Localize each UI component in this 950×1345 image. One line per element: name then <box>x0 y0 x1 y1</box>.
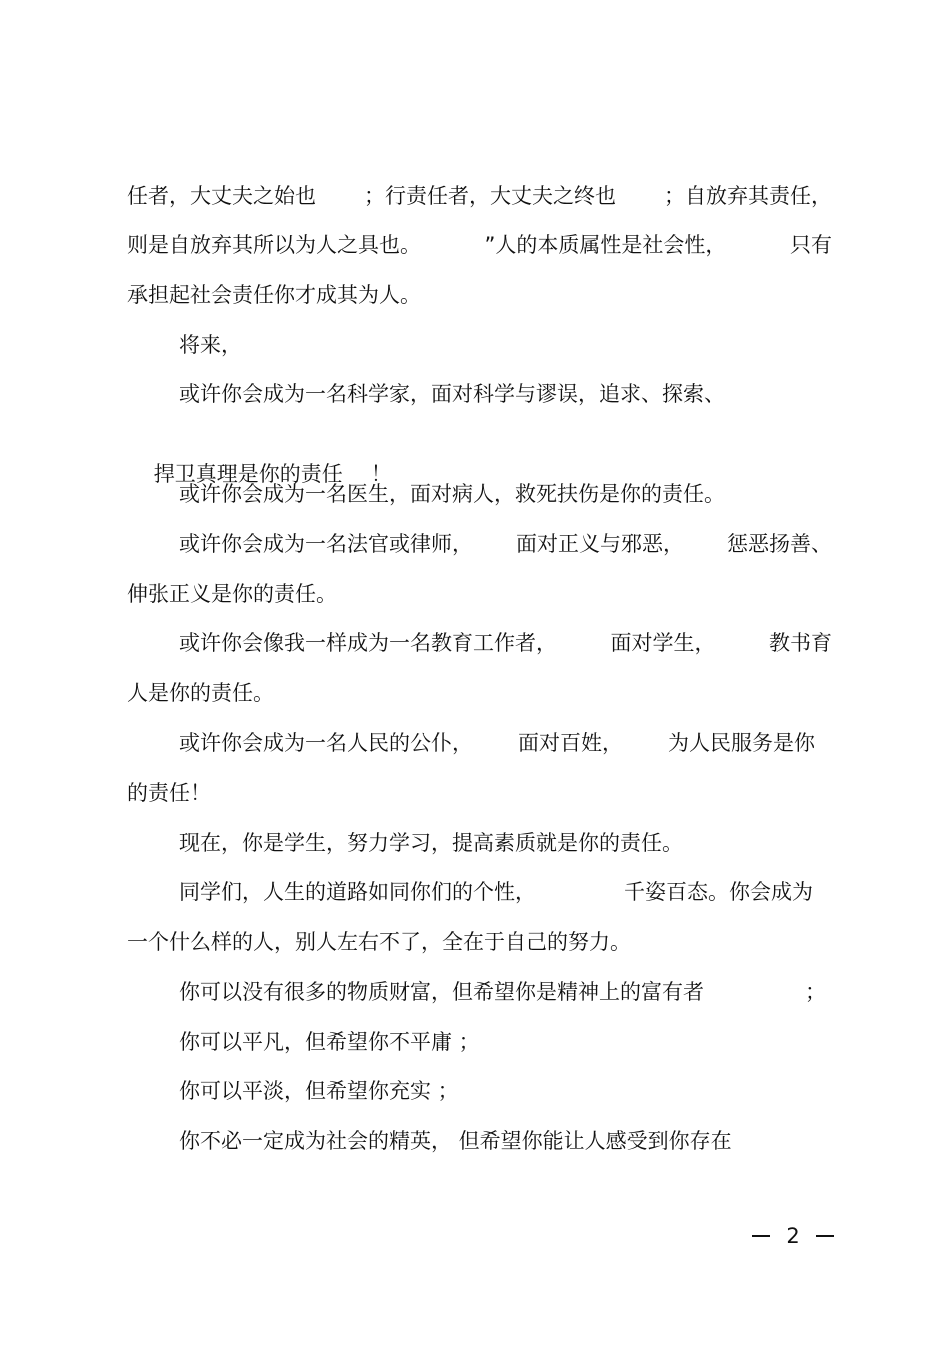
line-segment: 或许你会像我一样成为一名教育工作者， <box>179 631 557 655</box>
text-line <box>127 181 832 211</box>
text-line <box>179 728 815 758</box>
line-segment: 面对百姓， <box>518 731 623 755</box>
line-segment: 只有 <box>789 233 832 257</box>
dash-left <box>752 1235 770 1237</box>
text-line: 承担起社会责任你才成其为人。 <box>127 283 421 307</box>
line-segment: 惩恶扬善、 <box>727 532 832 556</box>
page-number-value: 2 <box>786 1224 800 1248</box>
line-segment: ；行责任者，大丈夫之终也 <box>364 184 616 208</box>
text-line <box>179 877 813 907</box>
text-line: 一个什么样的人，别人左右不了，全在于自己的努力。 <box>127 930 631 954</box>
line-segment: 或许你会成为一名法官或律师， <box>179 532 473 556</box>
line-segment: 面对学生， <box>610 631 716 655</box>
text-line: 或许你会成为一名科学家，面对科学与谬误，追求、探索、 <box>179 382 725 406</box>
line-segment: ；自放弃其责任， <box>664 184 832 208</box>
line-segment: ”人的本质属性是社会性， <box>484 233 727 257</box>
line-segment: 为人民服务是你 <box>668 731 815 755</box>
line-segment: 你可以没有很多的物质财富，但希望你是精神上的富有者 <box>179 980 704 1004</box>
line-segment: 面对正义与邪恶， <box>516 532 684 556</box>
text-line: 人是你的责任。 <box>127 681 274 705</box>
line-segment: ！ <box>370 462 392 486</box>
text-line: 你可以平淡，但希望你充实 ； <box>179 1079 459 1103</box>
text-line <box>179 529 832 559</box>
text-line: 的责任！ <box>127 781 211 805</box>
line-segment: ； <box>805 980 826 1004</box>
text-line: 将来， <box>179 333 242 357</box>
text-line <box>127 230 832 260</box>
line-segment: 或许你会成为一名人民的公仆， <box>179 731 473 755</box>
page-number <box>752 1222 834 1250</box>
text-line <box>179 977 826 1007</box>
line-segment: 千姿百态。你会成为 <box>624 880 813 904</box>
text-line: 伸张正义是你的责任。 <box>127 582 337 606</box>
line-segment: 则是自放弃其所以为人之具也。 <box>127 233 421 257</box>
line-segment: 捍卫真理是你的责任 <box>153 462 343 486</box>
text-line: 你不必一定成为社会的精英， 但希望你能让人感受到你存在 <box>179 1129 732 1153</box>
line-segment: 教书育 <box>769 631 832 655</box>
dash-right <box>816 1235 834 1237</box>
line-segment: 同学们，人生的道路如同你们的个性， <box>179 880 536 904</box>
text-line: 或许你会成为一名医生，面对病人，救死扶伤是你的责任。 <box>179 482 725 506</box>
text-line: 你可以平凡，但希望你不平庸 ； <box>179 1030 480 1054</box>
text-line: 现在，你是学生，努力学习，提高素质就是你的责任。 <box>179 831 683 855</box>
text-line <box>179 628 832 658</box>
line-segment: 任者，大丈夫之始也 <box>127 184 316 208</box>
